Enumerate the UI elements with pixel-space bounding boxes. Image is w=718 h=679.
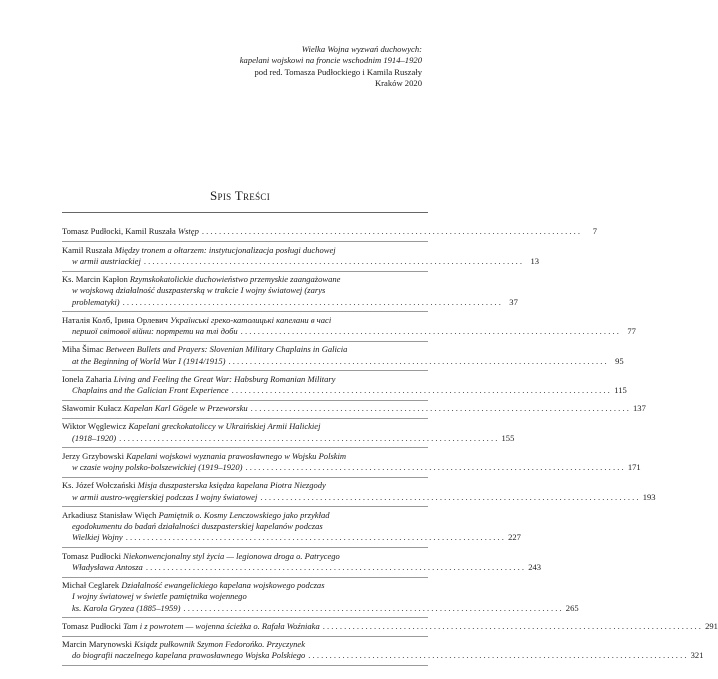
book-title-line-1: Wielka Wojna wyzwań duchowych:: [301, 44, 422, 54]
dot-leader: [308, 650, 686, 661]
toc-entry-line: [62, 226, 598, 237]
toc-entry-title: (1918–1920): [72, 432, 117, 443]
toc-entry-page: 227: [508, 532, 521, 543]
toc-entry-text: [72, 256, 141, 267]
toc-entry-text: [72, 356, 225, 367]
toc-entry-title: w armii austriackiej: [72, 255, 141, 266]
toc-entry-title: Władysława Antosza: [72, 561, 143, 572]
dot-leader: [183, 603, 561, 614]
toc-entry-author: Wiktor Węglewicz: [62, 421, 127, 432]
toc-entry-line: [62, 245, 428, 256]
toc-entry-author: Tomasz Pudłocki, Kamil Ruszała: [62, 226, 176, 237]
toc-entry-title: Between Bullets and Prayers: Slovenian Military Chaplains in Galicia: [105, 344, 348, 355]
dot-leader: [146, 562, 524, 573]
toc-entry-text: [62, 374, 335, 385]
toc-entry-title: Kapelani wojskowi wyznania prawosławnego w Wojsku Polskim: [126, 450, 347, 461]
toc-entry-text: [72, 297, 120, 308]
dot-leader: [260, 492, 638, 503]
toc-entry-text: [62, 226, 199, 237]
toc-entry-text: [62, 245, 336, 256]
book-title-line-2: kapelani wojskowi na froncie wschodnim 1914–1920: [239, 55, 422, 66]
toc-entry-line: [62, 510, 428, 521]
toc-entry-line: [62, 580, 428, 591]
toc-entry[interactable]: [62, 448, 641, 477]
toc-entry[interactable]: [62, 507, 521, 548]
toc-entry-text: [72, 492, 257, 503]
toc-entry-text: [62, 480, 326, 491]
toc-entry[interactable]: [62, 419, 515, 448]
toc-entry-author: Miha Šimac: [62, 344, 104, 355]
toc-entry-line: [62, 374, 428, 385]
toc-entry-author: Наталія Колб, Ірина Орлевич: [62, 314, 168, 325]
toc-entry-text: [72, 650, 305, 661]
dot-leader: [144, 256, 522, 267]
toc-entry-title: Misja duszpasterska księdza kapelana Piotra Niezgody: [137, 480, 326, 491]
toc-entry[interactable]: [62, 224, 598, 242]
toc-entry[interactable]: [62, 578, 579, 619]
dot-leader: [126, 532, 504, 543]
dot-leader: [232, 385, 610, 396]
toc-entry-title: egodokumentu do badań działalności duszpasterskiej kapelanów podczas: [72, 521, 323, 532]
toc-entry[interactable]: [62, 272, 518, 313]
book-header: [240, 44, 422, 90]
toc-entry-title: Wielkiej Wojny: [72, 532, 123, 543]
toc-entry-line: [62, 403, 646, 414]
toc-entry-page: 243: [528, 561, 542, 572]
dot-leader: [123, 297, 501, 308]
toc-entry-text: [72, 462, 242, 473]
toc-entry-line: [62, 432, 515, 444]
toc-entry-title: Pamiętnik o. Kosmy Lenczowskiego jako przykład: [158, 509, 330, 520]
toc-entry-text: [72, 285, 325, 296]
toc-entry-line: [62, 480, 428, 491]
toc-entry-line: [62, 344, 428, 355]
toc-entry-title: Chaplains and the Galician Front Experience: [72, 385, 229, 396]
toc-entry-author: Ks. Józef Wołczański: [62, 480, 136, 491]
toc-entry-line: [62, 326, 636, 337]
toc-entry-title: Kapelan Karl Gögele w Przeworsku: [123, 403, 248, 414]
toc-entry-title: першої світової війни: портрети на тлі доби: [72, 326, 238, 337]
toc-entry-page: 13: [530, 255, 540, 266]
toc-entry-line: [62, 591, 428, 602]
toc-entry-title: Między tronem a ołtarzem: instytucjonalizacja posługi duchowej: [114, 244, 336, 255]
toc-entry-title: Ksiądz pułkownik Szymon Fedorońko. Przyczynek: [134, 638, 305, 649]
toc-entry-line: [62, 551, 428, 562]
toc-entry-text: [72, 521, 323, 532]
toc-entry-text: [62, 344, 347, 355]
toc-entry-author: Arkadiusz Stanisław Więch: [62, 509, 157, 520]
toc-entry-text: [62, 580, 325, 591]
toc-entry-author: Michał Ceglarek: [62, 580, 120, 591]
toc-title: [0, 188, 480, 204]
dot-leader: [245, 462, 623, 473]
toc-entry[interactable]: [62, 312, 636, 341]
toc-entry-page: 137: [633, 403, 646, 414]
toc-entry-text: [62, 274, 340, 285]
dot-leader: [228, 356, 606, 367]
toc-entry-text: [62, 315, 331, 326]
book-place-year: Kraków 2020: [374, 78, 422, 89]
toc-entry-title: Tam i z powrotem — wojenna ścieżka o. Rafała Woźniaka: [123, 620, 320, 631]
toc-top-rule: [62, 212, 428, 213]
toc-entry-line: [62, 421, 428, 432]
toc-entry-author: Kamil Ruszała: [62, 244, 113, 255]
toc-entry-text: [72, 433, 116, 444]
toc-entry-line: [62, 355, 624, 367]
toc-entry-page: 7: [592, 226, 598, 237]
toc-entry-page: 37: [509, 296, 518, 307]
toc-entry-page: 265: [565, 602, 579, 613]
toc-entry-title: w wojskową działalność duszpasterską w trakcie I wojny światowej (zarys: [72, 285, 326, 296]
toc-entry-line: [62, 255, 540, 267]
toc-entry-title: problematyki): [72, 296, 120, 307]
toc-entry-page: 171: [627, 462, 641, 473]
toc-entry-text: [62, 639, 305, 650]
toc-entry-text: [72, 385, 229, 396]
toc-entry-page: 115: [614, 385, 627, 396]
toc-entry-title: ks. Karola Gryzea (1885–1959): [72, 602, 181, 613]
toc-entry-line: [62, 296, 518, 308]
toc-entry-line: [62, 462, 641, 473]
toc-entry-title: do biografii naczelnego kapelana prawosławnego Wojska Polskiego: [72, 650, 306, 661]
toc-entry-line: [62, 285, 428, 296]
toc-entry-line: [62, 315, 428, 326]
toc-entry-page: 291: [705, 620, 718, 631]
toc-entry-page: 193: [642, 491, 656, 502]
toc-entry-line: [62, 602, 579, 614]
dot-leader: [241, 326, 619, 337]
toc-entry-author: Ks. Marcin Kapłon: [62, 273, 128, 284]
toc-entry-author: Tomasz Pudłocki: [62, 550, 121, 561]
toc-entry-title: Niekonwencjonalny styl życia — legionowa droga o. Patrycego: [123, 550, 340, 561]
toc-entry-text: [62, 510, 330, 521]
table-of-contents: [62, 224, 718, 666]
toc-entry[interactable]: [62, 401, 646, 419]
toc-entry-author: Tomasz Pudłocki: [62, 620, 121, 631]
toc-entry-author: Marcin Marynowski: [62, 638, 133, 649]
toc-entry-author: Jerzy Grzybowski: [62, 450, 124, 461]
toc-entry-page: 321: [690, 650, 704, 661]
toc-entry-text: [62, 421, 320, 432]
toc-entry-title: Działalność ewangelickiego kapelana wojskowego podczas: [121, 580, 325, 591]
toc-entry-line: [62, 639, 428, 650]
toc-entry-line: [62, 521, 428, 532]
toc-entry[interactable]: [62, 637, 704, 666]
toc-entry-title: w armii austro-węgierskiej podczas I wojny światowej: [72, 491, 258, 502]
toc-entry-text: [72, 603, 180, 614]
toc-entry-page: 95: [615, 355, 624, 366]
toc-entry-title: at the Beginning of World War I (1914/1915): [72, 355, 226, 366]
toc-entry[interactable]: [62, 242, 540, 271]
dot-leader: [323, 621, 701, 632]
toc-entry[interactable]: [62, 371, 627, 400]
toc-entry-text: [72, 562, 143, 573]
toc-entry-title: I wojny światowej w świetle pamiętnika wojennego: [72, 591, 247, 602]
toc-entry[interactable]: [62, 548, 542, 577]
toc-entry-text: [62, 621, 320, 632]
toc-entry-text: [62, 403, 248, 414]
toc-entry-title: Українські греко-католицькі капелани в часі: [170, 314, 332, 325]
book-editors: pod red. Tomasza Pudłockiego i Kamila Ruszały: [254, 66, 422, 77]
toc-entry-title: Wstęp: [177, 226, 199, 237]
toc-entry-line: [62, 532, 521, 543]
dot-leader: [202, 226, 580, 237]
toc-entry-author: Sławomir Kułacz: [62, 403, 122, 414]
toc-entry-text: [72, 591, 247, 602]
dot-leader: [119, 433, 497, 444]
toc-entry-line: [62, 650, 704, 661]
toc-entry-text: [72, 326, 238, 337]
toc-entry-title: Living and Feeling the Great War: Habsburg Romanian Military: [113, 373, 336, 384]
toc-entry-text: [72, 532, 123, 543]
toc-entry-line: [62, 561, 542, 573]
toc-entry-line: [62, 451, 428, 462]
toc-entry-text: [62, 551, 340, 562]
toc-entry-line: [62, 274, 428, 285]
toc-entry-page: 155: [501, 432, 515, 443]
toc-entry-line: [62, 491, 656, 503]
toc-entry-title: Rzymskokatolickie duchowieństwo przemyskie zaangażowane: [129, 273, 341, 284]
toc-entry[interactable]: [62, 478, 656, 507]
toc-entry-page: 77: [627, 326, 636, 337]
toc-entry-author: Ionela Zaharia: [62, 373, 112, 384]
toc-entry[interactable]: [62, 342, 624, 371]
toc-entry[interactable]: [62, 618, 718, 636]
toc-entry-line: [62, 620, 718, 632]
toc-entry-text: [62, 451, 346, 462]
toc-entry-title: w czasie wojny polsko-bolszewickiej (1919–1920): [72, 462, 243, 473]
dot-leader: [251, 403, 629, 414]
toc-title-text: Spis Treści: [210, 188, 270, 203]
toc-entry-title: Kapelani greckokatoliccy w Ukraińskiej Armii Halickiej: [128, 421, 321, 432]
toc-entry-line: [62, 385, 627, 396]
